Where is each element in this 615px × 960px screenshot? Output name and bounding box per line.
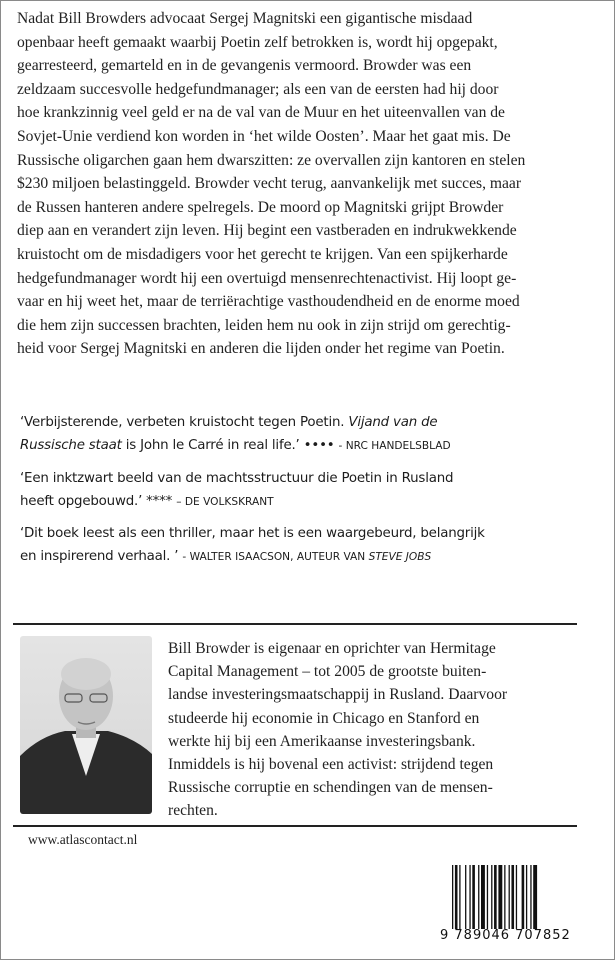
blurb-line: heid voor Sergej Magnitski en anderen die lijden onder het regime van Poetin. [17, 340, 505, 358]
barcode-bar [469, 865, 470, 929]
quote-source: - WALTER ISAACSON, AUTEUR VAN [182, 550, 369, 563]
review-quote-nrc [20, 412, 600, 457]
barcode-bar [498, 865, 502, 929]
isbn-number: 9 789046 707852 [440, 928, 571, 943]
quote-text: is John le Carré in real life.’ •••• [121, 437, 339, 453]
blurb-line: diep aan en verandert zijn leven. Hij begint een vastberaden en indrukwekkende [17, 222, 517, 240]
bio-line: Bill Browder is eigenaar en oprichter van Hermitage [168, 640, 496, 657]
barcode-bar [465, 865, 466, 929]
barcode-bar [491, 865, 492, 929]
blurb-line: zeldzaam succesvolle hedgefundmanager; als een van de eersten had hij door [17, 80, 499, 98]
barcode-bar [533, 865, 537, 929]
quote-text: ‘Dit boek leest als een thriller, maar het is een waargebeurd, belangrijk [20, 526, 485, 541]
author-photo [20, 636, 152, 814]
barcode-bar [459, 865, 460, 929]
author-bio [168, 637, 588, 823]
barcode-bar [455, 865, 458, 929]
quote-text: ‘Verbijsterende, verbeten kruistocht tegen Poetin. [20, 415, 349, 430]
bio-line: Capital Management – tot 2005 de grootste buiten- [168, 663, 487, 681]
quote-title-italic: Russische staat [20, 437, 122, 453]
blurb-line: Sovjet-Unie verdiend kon worden in ‘het wilde Oosten’. Maar het gaat mis. De [17, 127, 511, 145]
quote-source: - NRC HANDELSBLAD [338, 439, 451, 452]
barcode-bar [481, 865, 485, 929]
barcode-bar [478, 865, 479, 929]
quote-text: heeft opgebouwd.’ **** [20, 493, 177, 509]
barcode-bar [487, 865, 488, 929]
blurb-line: kruistocht om de misdadigers voor het gerecht te krijgen. Van een spijkerharde [17, 245, 508, 263]
blurb-line: Russische oligarchen gaan hem dwarszitten: ze overvallen zijn kantoren en stelen [17, 151, 526, 169]
quote-title-italic: Vijand van de [348, 415, 438, 430]
blurb-line: hedgefundmanager wordt hij een overtuigd mensenrechtenactivist. Hij loopt ge- [17, 269, 517, 287]
review-quote-volkskrant [20, 468, 600, 513]
barcode-bar [494, 865, 497, 929]
quote-source-italic: STEVE JOBS [368, 550, 432, 563]
barcode-bar [472, 865, 475, 929]
quote-text: en inspirerend verhaal. ’ [20, 548, 183, 564]
blurb-line: $230 miljoen belastinggeld. Browder vecht terug, aanvankelijk met succes, maar [17, 175, 522, 193]
bio-line: rechten. [168, 802, 218, 820]
barcode-bar [504, 865, 505, 929]
barcode-bar [511, 865, 514, 929]
bio-line: landse investeringsmaatschappij in Rusland. Daarvoor [168, 686, 508, 704]
bio-line: Inmiddels is hij bovenal een activist: strijdend tegen [168, 756, 494, 774]
barcode-bar [522, 865, 525, 929]
blurb-line: Nadat Bill Browders advocaat Sergej Magnitski een gigantische misdaad [17, 10, 473, 27]
blurb-line: openbaar heeft gemaakt waarbij Poetin zelf betrokken is, wordt hij opgepakt, [17, 33, 498, 51]
publisher-website[interactable]: www.atlascontact.nl [28, 832, 138, 847]
barcode-bar [452, 865, 453, 929]
review-quote-isaacson [20, 523, 600, 568]
barcode-bar [530, 865, 531, 929]
blurb-line: de Russen hanteren andere spelregels. De moord op Magnitski grijpt Browder [17, 198, 504, 216]
blurb-line: hoe krankzinnig veel geld er na de val van de Muur en het uiteenvallen van de [17, 104, 505, 122]
barcode-bar [526, 865, 527, 929]
quote-text: ‘Een inktzwart beeld van de machtsstructuur die Poetin in Rusland [20, 471, 454, 486]
divider-top [13, 623, 577, 625]
barcode-bar [509, 865, 510, 929]
bio-line: Russische corruptie en schendingen van de mensen- [168, 779, 493, 797]
blurb-line: vaar en hij weet het, maar de terriërachtige vasthoudendheid en de enorme moed [17, 293, 520, 311]
divider-bottom [13, 825, 577, 827]
blurb-line: gearresteerd, gemarteld en in de gevangenis vermoord. Browder was een [17, 57, 472, 75]
bio-line: studeerde hij economie in Chicago en Stanford en [168, 709, 480, 727]
book-blurb [17, 7, 607, 361]
bio-line: werkte hij bij een Amerikaanse investeringsbank. [168, 732, 476, 750]
blurb-line: die hem zijn successen brachten, leiden hem nu ook in zijn strijd om gerechtig- [17, 316, 511, 334]
barcode-bar [516, 865, 517, 929]
quote-source: – DE VOLKSKRANT [176, 495, 274, 508]
